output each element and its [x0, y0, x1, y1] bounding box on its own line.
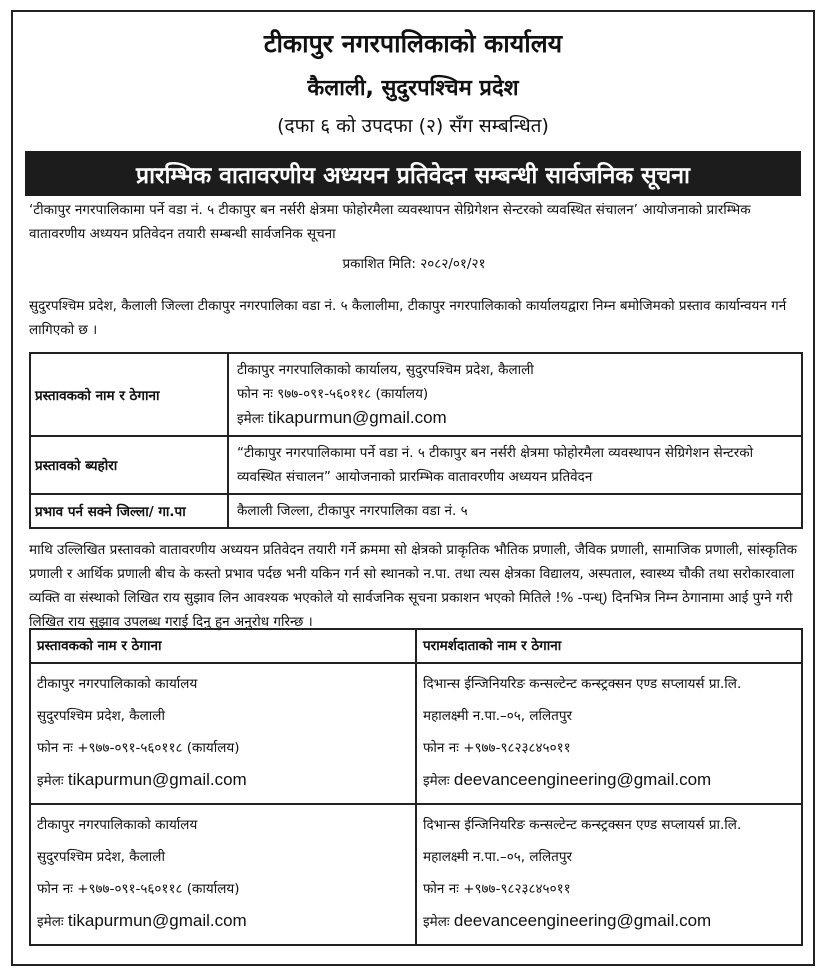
consultant-email: deevanceengineering@gmail.com: [453, 770, 712, 789]
notice-page: [11, 10, 815, 966]
email-label: इमेलः: [37, 914, 64, 930]
table-row: [30, 353, 802, 436]
proposer-name: टीकापुर नगरपालिकाको कार्यालय: [37, 676, 198, 692]
consultant-column-header: परामर्शदाताको नाम र ठेगाना: [416, 629, 802, 663]
subject-text: “टीकापुर नगरपालिकामा पर्ने वडा नं. ५ टीकापुर बन नर्सरी क्षेत्रमा फोहोरमैला व्यवस्थापन सेग्रिगेशन सेन्टरको व्यवस्थित संचालन” आयोजनाको प्रारम्भिक वातावरणीय अध्ययन प्रतिवेदन: [228, 436, 802, 494]
consultant-cell: [416, 663, 802, 804]
contact-table: [29, 628, 803, 946]
email-label: इमेलः: [237, 411, 264, 427]
legal-reference: (दफा ६ को उपदफा (२) सँग सम्बन्धित): [277, 115, 549, 137]
proposer-address: टीकापुर नगरपालिकाको कार्यालय, सुदुरपश्चिम प्रदेश, कैलाली: [237, 362, 534, 378]
proposer-cell: [30, 804, 416, 945]
proposer-email-line: [237, 406, 793, 431]
consultant-email-line: [423, 764, 795, 797]
proposer-details: [228, 353, 802, 436]
proposer-phone: फोन नः ९७७-०९१-५६०११८ (कार्यालय): [237, 386, 429, 402]
table-row: [30, 494, 802, 528]
notice-title-bar: [25, 151, 801, 196]
proposer-email-line: [37, 764, 409, 797]
consultant-name: दिभान्स ईन्जिनियरिङ कन्सल्टेन्ट कन्स्ट्रक्सन एण्ड सप्लायर्स प्रा.लि.: [423, 676, 742, 692]
proposer-email: tikapurmun@gmail.com: [67, 911, 247, 930]
proposal-table: [29, 352, 803, 529]
email-label: इमेलः: [37, 773, 64, 789]
table-row: [30, 804, 802, 945]
table-header-row: [30, 629, 802, 663]
email-label: इमेलः: [423, 773, 450, 789]
table-row: [30, 663, 802, 804]
proposer-name: टीकापुर नगरपालिकाको कार्यालय: [37, 817, 198, 833]
proposer-email: tikapurmun@gmail.com: [67, 770, 247, 789]
proposer-label: प्रस्तावकको नाम र ठेगाना: [30, 353, 228, 436]
proposer-email-line: [37, 905, 409, 938]
proposer-phone: फोन नः +९७७-०९१-५६०११८ (कार्यालय): [37, 740, 240, 756]
paragraph-1: सुदुरपश्चिम प्रदेश, कैलाली जिल्ला टीकापुर नगरपालिका वडा नं. ५ कैलालीमा, टीकापुर नगरपालिकाको कार्यालयद्वारा निम्न बमोजिमको प्रस्ताव कार्यान्वयन गर्न लागिएको छ ।: [29, 298, 787, 338]
consultant-address: महालक्ष्मी न.पा.–०५, ललितपुर: [423, 708, 573, 724]
email-label: इमेलः: [423, 914, 450, 930]
paragraph-2: माथि उल्लिखित प्रस्तावको वातावरणीय अध्ययन प्रतिवेदन तयारी गर्ने क्रममा सो क्षेत्रको प्राकृतिक भौतिक प्रणाली, जैविक प्रणाली, सामाजिक प्रणाली, सांस्कृतिक प्रणाली र आर्थिक प्रणाली बीच के कस्तो प्रभाव पर्दछ भनी यकिन गर्न सो स्थानको न.पा. तथा त्यस क्षेत्रका विद्यालय, अस्पताल, स्वास्थ्य चौकी तथा सरोकारवाला व्यक्ति वा संस्थाको लिखित राय सुझाव लिन आवश्यक भएकोले यो सार्वजनिक सूचना प्रकाशन भएको मितिले !% -पन्ध्) दिनभित्र निम्न ठेगानामा आई पुग्ने गरी लिखित राय सुझाव उपलब्ध गराई दिनु हुन अनुरोध गरिन्छ ।: [29, 542, 798, 630]
consultant-phone: फोन नः +९७७-९८२३८४५०११: [423, 740, 571, 756]
proposer-phone: फोन नः +९७७-०९१-५६०११८ (कार्यालय): [37, 881, 240, 897]
office-location: कैलाली, सुदुरपश्चिम प्रदेश: [307, 76, 519, 101]
notice-title: प्रारम्भिक वातावरणीय अध्ययन प्रतिवेदन सम्बन्धी सार्वजनिक सूचना: [136, 162, 690, 189]
consultant-address: महालक्ष्मी न.पा.–०५, ललितपुर: [423, 849, 573, 865]
consultant-phone: फोन नः +९७७-९८२३८४५०११: [423, 881, 571, 897]
consultant-name: दिभान्स ईन्जिनियरिङ कन्सल्टेन्ट कन्स्ट्रक्सन एण्ड सप्लायर्स प्रा.लि.: [423, 817, 742, 833]
office-title: टीकापुर नगरपालिकाको कार्यालय: [263, 29, 563, 58]
consultant-cell: [416, 804, 802, 945]
proposer-cell: [30, 663, 416, 804]
consultant-email: deevanceengineering@gmail.com: [453, 911, 712, 930]
affected-label: प्रभाव पर्न सक्ने जिल्ला/ गा.पा: [30, 494, 228, 528]
proposer-email: tikapurmun@gmail.com: [267, 408, 447, 427]
proposer-address: सुदुरपश्चिम प्रदेश, कैलाली: [37, 708, 165, 724]
affected-text: कैलाली जिल्ला, टीकापुर नगरपालिका वडा नं. ५: [228, 494, 802, 528]
published-date: प्रकाशित मिति: २०८२/०१/२१: [342, 256, 486, 272]
proposer-address: सुदुरपश्चिम प्रदेश, कैलाली: [37, 849, 165, 865]
intro-text: ‘टीकापुर नगरपालिकामा पर्ने वडा नं. ५ टीकापुर बन नर्सरी क्षेत्रमा फोहोरमैला व्यवस्थापन सेग्रिगेशन सेन्टरको व्यवस्थित संचालन’ आयोजनाको प्रारम्भिक वातावरणीय अध्ययन प्रतिवेदन तयारी सम्बन्धी सार्वजनिक सूचना: [29, 202, 751, 242]
table-row: [30, 436, 802, 494]
subject-label: प्रस्तावको ब्यहोरा: [30, 436, 228, 494]
proposer-column-header: प्रस्तावकको नाम र ठेगाना: [30, 629, 416, 663]
consultant-email-line: [423, 905, 795, 938]
